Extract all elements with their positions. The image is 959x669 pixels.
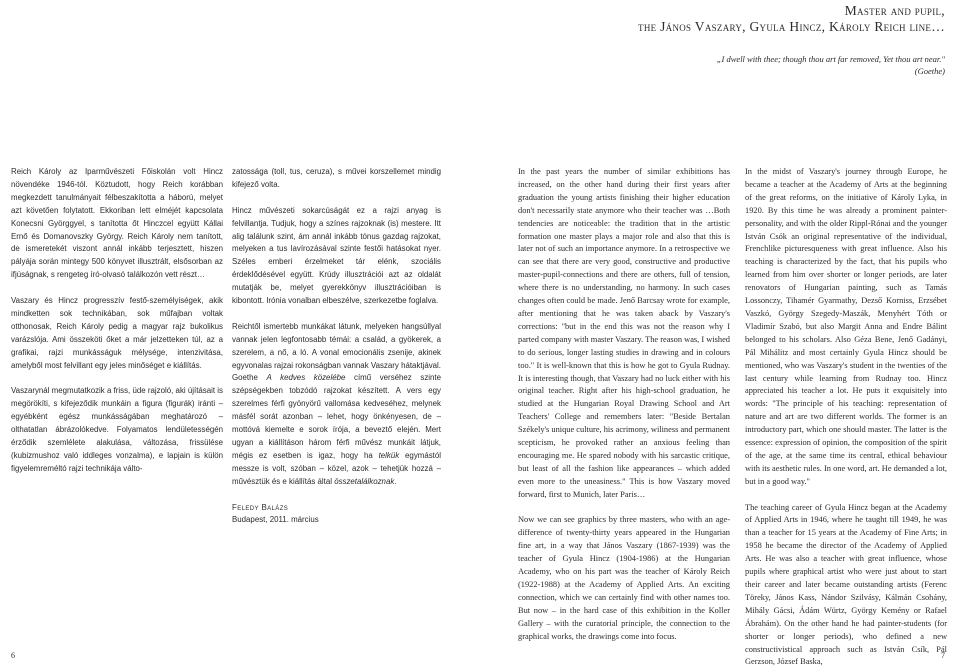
paragraph: Vaszarynál megmutatkozik a friss, üde rajzoló, aki újításait is megörökíti, s kifejeződik munkáin a figura (figurák) iránti – egyébként egész munkásságában meghatározó – olthatatlan ábrázolókedve. Folyamatos lendületességén érződik szemlélete alakulása, változása, frissülése (kubizmushoz való iddleges vonzalma), e lapjain is külön figyelemreméltó rajzi technikája válto- (11, 386, 223, 473)
epigraph (717, 53, 945, 77)
text-run: Reichtől ismertebb munkákat látunk, melyeken hangsúllyal vannak jelen legfontosabb témái: a család, a gyökerek, a szerelem, a nő, a ló. A vonal emocionális zsenije, akinek egyvonalas rajzai rokonságban vannak Vaszary hátaktjával. Goethe (232, 321, 441, 383)
italic-word: összetalálkoznak (334, 476, 395, 486)
paragraph: Now we can see graphics by three masters, who with an age-difference of twenty-thirty years appeared in the Hungarian fine art, in a way that János Vaszary (1867-1939) was the teacher of Gyula Hincz (1904-1986) at the Hungarian Academy, who on his part was the teacher of Károly Reich (1922-1988) at the Academy of Applied Arts. An exciting connection, which we can certainly find with other names too. But now – in the hard case of this exhibition in the Koller Gallery – with the curatorial principle, the connection to the graphical works, the drawings come into focus. (518, 515, 730, 641)
paragraph: In the midst of Vaszary's journey through Europe, he became a teacher at the Academy of Arts at the beginning of the great reforms, on the initiative of Károly Lyka, in 1920. By this time he was already a prominent painter-personality, and with the older Rippl-Rónai and the younger István Csók an original representative of the individual, Frenchlike picturesqueness with great influence. Also his teaching is characterized by the fact, that his pupils who learned from him over shorter or longer periods, are later renovators of Hungarian painting, such as Tamás Lossonczy, Tihamér Gyarmathy, Dezső Korniss, Erzsébet Vaszkó, György Szegedy-Maszák, Menyhért Tóth or Vladimír Szabó, but also Margit Anna and Endre Bálint belonged to his scholars. Also Géza Bene, Jenő Gadányi, Pál Mihálitz and most certainly Gyula Hincz should be mentioned, who was Vaszary's student in the twenties of the last century while learning from Rudnay too. Hincz appreciated his teacher a lot. He puts it exquisitely into words: "The principle of his teaching: representation of nature and art are two different worlds. The former is an introductory part, which one should master. The latter is the essence: expression of opinion, the composition of the spirit of the age, at the same time its central, ethical behaviour with its aesthetic rules. In one word, art. He demanded a lot, but in a good way." (745, 167, 947, 486)
page-number-right: 7 (941, 651, 945, 660)
column-hungarian-1 (11, 166, 223, 476)
paragraph (232, 321, 441, 489)
column-hungarian-2 (232, 166, 441, 527)
signature-name: Feledy Balázs (232, 502, 289, 512)
text-run: . (394, 476, 397, 486)
paragraph: zatossága (toll, tus, ceruza), s művei korszellemet mindig kifejező volta. (232, 167, 441, 189)
title-line-2: the János Vaszary, Gyula Hincz, Károly Reich line… (638, 19, 945, 34)
poem-title: A kedves közelébe (266, 373, 346, 383)
title-line-1: Master and pupil, (844, 3, 945, 18)
paragraph: In the past years the number of similar exhibitions has increased, on the other hand during their first years after graduation the young artists finishing their higher education don't necessarily state anymore who their teacher was …Both tendencies are noticeable: the tradition that in the artistic formation one master plays a major role and also that this is later not of such an importance anymore. In a retrospective we can see that there are very good, constructive and productive master-pupil-connections and there are others, full of tension, where there is no understanding, no harmony. In such cases changes often could be made. Jenő Barcsay wrote for example, after mentioning that he was taken aback by Vaszary's corrections: "but in the end this was not the reason why I parted company with master Vaszary. The reason was, I wished to do serious, longer lasting studies in drawing and in colours too." It is well-known that this is how he got to Gyula Rudnay. It is interesting though, that Vaszary had no luck either with his original teacher. Right after his high-school graduation, he studied at the Hungarian Royal Drawing School and Art Teachers' College and remembers later: "Beside Bertalan Székely's unique culture, his acrimony, wiliness and permanent scepticism, he provoked rather an anxious feeling than encouraging me. He spared nobody with his sarcastic critique, but least of all the fashion like appearances – which added even more to the uneasiness." This is how Vaszary moved forward, first to Munich, later Paris… (518, 167, 730, 499)
paragraph: Hincz művészeti sokarcúságát ez a rajzi anyag is felvillantja. Tudjuk, hogy a színes rajzoknak (is) mestere. Itt alig találunk szint, ám annál inkább tónus gazdag rajzokat, melyeken a tus lavírozásával szinte festői hatásokat nyer. Széles emberi érzelmeket tár elénk, szociális érdeklődésével együtt. Krúdy illusztrációi azt az oldalát mutatják be, melyet gyerekkönyv illusztrációiban is kibontott. Irónia vonalban elbeszélve, szerkezetbe foglalva. (232, 205, 441, 306)
paragraph: The teaching career of Gyula Hincz began at the Academy of Applied Arts in 1946, where he taught till 1949, he was than a teacher for 15 years at the Academy of Fine Arts; in 1958 he became the director of the Academy of Applied Arts. He was also a teacher with great influence, whose pupils where graphical artist who were just about to start their career and later became outstanding artists (Ferenc Töreky, János Kass, Nándor Szilvásy, Kálmán Csohány, Mihály Gácsi, Ádám Würtz, György Kemény or Rafael Ábrahám). On the other hand he had painter-students (for shorter or longer periods), who defined a new constructivistical approach such as István Csík, Pál Gerzson, József Baska, (745, 502, 947, 667)
page-title (638, 3, 945, 35)
column-english-2 (745, 166, 947, 669)
page-number-left: 6 (11, 651, 15, 660)
paragraph: Reich Károly az Iparművészeti Főiskolán volt Hincz növendéke 1946-tól. Köztudott, hogy Reich korábban megkezdett tanulmányait félbeszakította a háború, melyet azt követően folytatott. Ekkoriban lett elméjét kapcsolata Konecsni Györggyel, s tanította őt Hinczcel együtt Kállai Ernő és Domanovszky György. Reich Károly nem tanított, de ismeretekét viszont annál inkább terjesztett, hiszen pályája során mintegy 500 könyvet illusztrált, elsősorban az ifjúságnak, s rengeteg író-olvasó találkozón vett részt… (11, 167, 223, 280)
paragraph: Vaszary és Hincz progresszív festő-személyiségek, akik mindketten sok technikában, sok műfajban voltak otthonosak, Reich Károly pedig a magyar rajz bukolikus varázslója. Ami összeköti őket a már jelzetteken túl, az a grafikai, rajzi munkásságuk mélysége, intenzivitása, amelyből most felvillant egy jeles minőséget e kiállítás. (11, 296, 223, 370)
epigraph-text: „I dwell with thee; though thou art far removed, Yet thou art near." (716, 54, 945, 64)
text-run: egymástól messze is volt, szóban – közel, azok – tehetjük hozzá – művésztük és e kiállítás által (232, 450, 442, 486)
italic-word: telkük (378, 450, 400, 460)
epigraph-author: (Goethe) (914, 66, 945, 76)
column-english-1 (518, 166, 730, 644)
text-run: című verséhez szinte szépségekben tobzódó rajzokat készített. A vers egy szerelmes férfi gyönyörű vallomása kedveséhez, melynek másfél sorát azonban – lehet, hogy önkényesen, de – mottóvá kiemelte e sorok írója, a beveztő elején. Mert ugyan a kiállításon három férfi művész munkáit látjuk, mégis ez esetben is igaz, hogy ha (232, 373, 441, 460)
signature-place-date: Budapest, 2011. március (232, 515, 319, 525)
